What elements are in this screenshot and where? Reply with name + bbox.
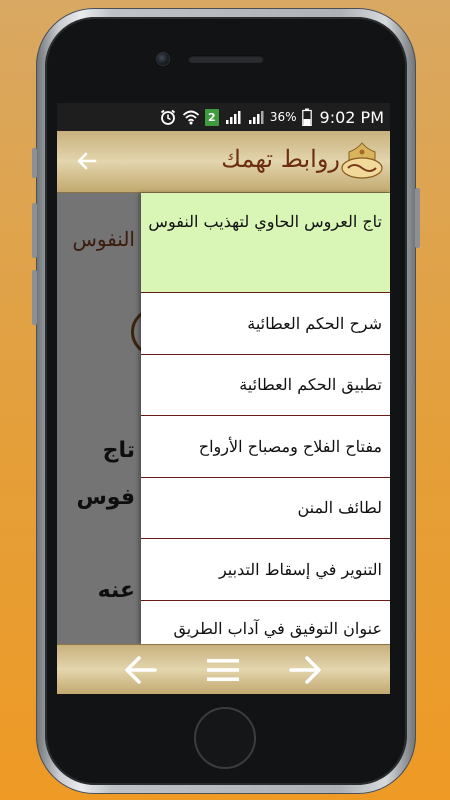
- app-logo-icon: [340, 140, 384, 184]
- front-camera: [156, 52, 170, 66]
- drawer-item-al-tanwir[interactable]: [141, 539, 390, 601]
- arrow-left-icon[interactable]: [123, 654, 159, 686]
- sim-badge: 2: [205, 109, 219, 126]
- menu-icon[interactable]: [205, 654, 241, 686]
- bottom-nav-bar: [57, 644, 390, 694]
- drawer-item-taj-al-arous[interactable]: [141, 193, 390, 293]
- status-clock: 9:02 PM: [319, 107, 384, 127]
- drawer-item-sharh-al-hikam[interactable]: [141, 293, 390, 355]
- arrow-right-icon[interactable]: [287, 654, 323, 686]
- mute-switch: [32, 148, 37, 178]
- battery-percent: 36%: [269, 110, 297, 124]
- drawer-item-label: لطائف المنن: [297, 498, 382, 517]
- drawer-item-label: شرح الحكم العطائية: [247, 313, 382, 333]
- phone-screen: [57, 103, 390, 694]
- drawer-item-miftah-al-falah[interactable]: [141, 416, 390, 478]
- battery-icon: [302, 108, 312, 126]
- drawer-item-label: عنوان التوفيق في آداب الطريق: [173, 619, 382, 638]
- drawer-item-label: التنوير في إسقاط التدبير: [218, 559, 382, 579]
- drawer-item-label: تطبيق الحكم العطائية: [239, 375, 382, 394]
- drawer-item-lataif-al-minan[interactable]: [141, 478, 390, 539]
- home-button[interactable]: [194, 707, 256, 769]
- back-arrow-icon[interactable]: [75, 149, 99, 173]
- signal-icon: [247, 108, 265, 126]
- drawer-item-label: مفتاح الفلاح ومصباح الأرواح: [198, 436, 382, 456]
- status-bar: [57, 103, 390, 131]
- app-title: روابط تهمك: [221, 145, 340, 173]
- volume-up-button: [32, 203, 37, 258]
- app-bar: [57, 131, 390, 193]
- wifi-icon: [182, 108, 200, 126]
- navigation-drawer: [141, 193, 390, 644]
- drawer-item-label: تاج العروس الحاوي لتهذيب النفوس: [148, 212, 382, 231]
- earpiece-speaker: [188, 55, 264, 63]
- power-button: [415, 188, 420, 248]
- signal-icon: [224, 108, 242, 126]
- volume-down-button: [32, 270, 37, 325]
- alarm-icon: [159, 108, 177, 126]
- drawer-item-tatbiq-al-hikam[interactable]: [141, 355, 390, 416]
- drawer-item-unwan-al-tawfiq[interactable]: [141, 601, 390, 644]
